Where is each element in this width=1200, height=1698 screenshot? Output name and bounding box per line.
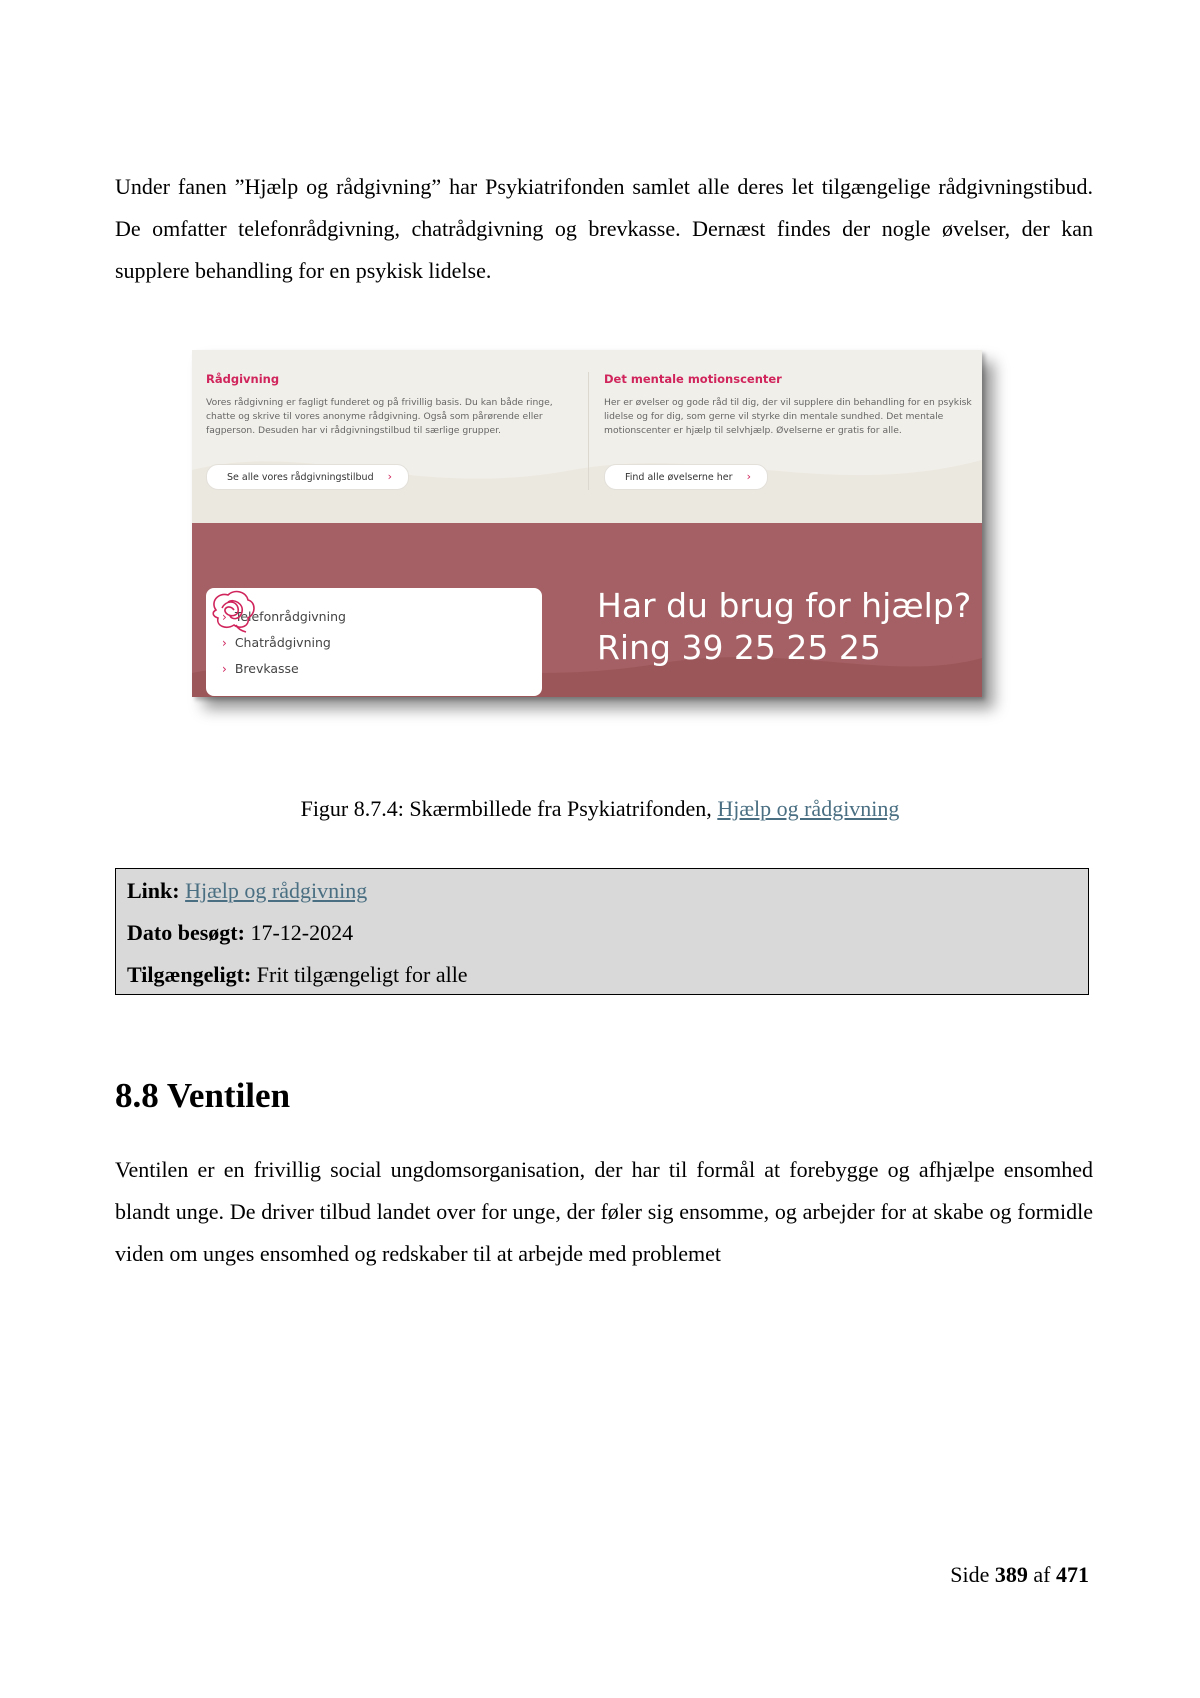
find-all-exercises-button[interactable] bbox=[604, 464, 768, 490]
list-item[interactable]: › Chatrådgivning bbox=[222, 635, 331, 650]
info-link-row: Link: Hjælp og rådgivning bbox=[127, 878, 368, 903]
helpline-question: Har du brug for hjælp? bbox=[597, 586, 972, 625]
figure-caption: Figur 8.7.4: Skærmbillede fra Psykiatrifonden, Hjælp og rådgivning bbox=[300, 796, 900, 821]
chevron-right-icon: › bbox=[222, 610, 227, 624]
chevron-right-icon: › bbox=[222, 636, 227, 650]
see-all-advice-label: Se alle vores rådgivningstilbud bbox=[227, 472, 374, 483]
helpline-banner bbox=[192, 523, 982, 697]
chevron-right-icon: › bbox=[746, 470, 751, 483]
list-item[interactable]: › Brevkasse bbox=[222, 661, 299, 676]
list-item[interactable]: › Telefonrådgivning bbox=[222, 609, 346, 624]
find-all-exercises-label: Find alle øvelserne her bbox=[625, 472, 733, 483]
radgivning-column bbox=[206, 372, 576, 438]
radgivning-title: Rådgivning bbox=[206, 372, 280, 386]
radgivning-text: Vores rådgivning er fagligt funderet og på frivillig basis. Du kan både ringe, chatte og skrive til vores anonyme rådgivning. Også som pårørende eller fagperson. Desuden har vi rådgivningstilbud til særlige grupper. bbox=[206, 397, 553, 436]
advice-options-card bbox=[206, 588, 542, 696]
page-number: Side 389 af 471 bbox=[950, 1562, 1089, 1587]
info-link[interactable]: Hjælp og rådgivning bbox=[185, 878, 368, 903]
motionscenter-text: Her er øvelser og gode råd til dig, der vil supplere din behandling for en psykisk lidelse og for dig, som gerne vil styrke din mentale sundhed. Det mentale motionscenter er hjælp til selvhjælp. Øvelserne er gratis for alle. bbox=[604, 397, 972, 436]
section-heading: 8.8 Ventilen bbox=[115, 1076, 291, 1115]
info-access-row: Tilgængeligt: Frit tilgængeligt for alle bbox=[127, 962, 468, 987]
chevron-right-icon: › bbox=[222, 662, 227, 676]
section-paragraph: Ventilen er en frivillig social ungdomsorganisation, der har til formål at forebygge og afhjælpe ensomhed blandt unge. De driver tilbud landet over for unge, der føler sig ensomme, og arbejder for at skabe og formidle viden om unges ensomhed og redskaber til at arbejde med problemet bbox=[115, 1157, 1093, 1266]
caption-link[interactable]: Hjælp og rådgivning bbox=[717, 796, 900, 821]
see-all-advice-button[interactable] bbox=[206, 464, 409, 490]
chevron-right-icon: › bbox=[387, 470, 393, 483]
column-divider bbox=[588, 372, 589, 490]
info-box bbox=[115, 868, 1089, 995]
brain-scribble-icon bbox=[206, 588, 258, 634]
helpline-phone: Ring 39 25 25 25 bbox=[597, 628, 881, 667]
info-date-row: Dato besøgt: 17-12-2024 bbox=[127, 920, 354, 945]
intro-paragraph: Under fanen ”Hjælp og rådgivning” har Psykiatrifonden samlet alle deres let tilgængelige rådgivningstibud. De omfatter telefonrådgivning, chatrådgivning og brevkasse. Dernæst findes der nogle øvelser, der kan supplere behandling for en psykisk lidelse. bbox=[115, 174, 1093, 283]
motionscenter-column bbox=[604, 372, 974, 438]
helpline-text bbox=[597, 585, 971, 669]
psykiatrifonden-screenshot bbox=[192, 350, 982, 697]
screenshot-top-section bbox=[192, 350, 982, 523]
motionscenter-title: Det mentale motionscenter bbox=[604, 372, 782, 386]
